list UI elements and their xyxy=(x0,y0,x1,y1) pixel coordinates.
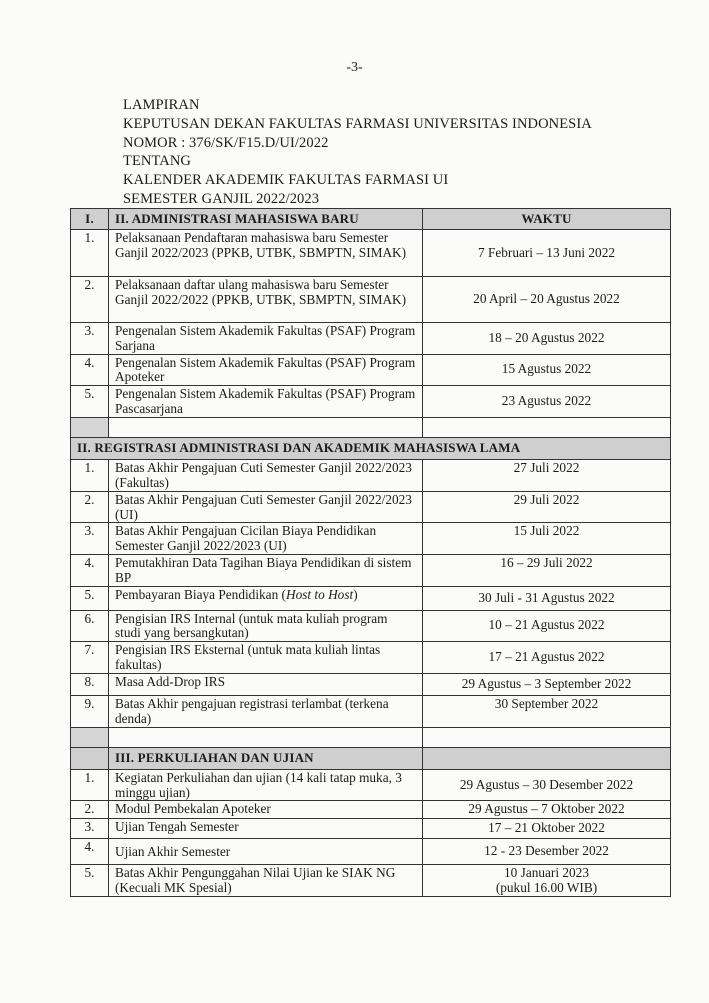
date-cell: 18 – 20 Agustus 2022 xyxy=(423,323,671,355)
date-cell: 29 Agustus – 30 Desember 2022 xyxy=(423,769,671,801)
row-number: 4. xyxy=(71,354,109,386)
activity-cell: Ujian Tengah Semester xyxy=(109,819,423,839)
activity-cell: Pelaksanaan Pendaftaran mahasiswa baru Semester Ganjil 2022/2023 (PPKB, UTBK, SBMPTN, SIMAK) xyxy=(109,230,423,277)
activity-cell: Pengenalan Sistem Akademik Fakultas (PSAF) Program Apoteker xyxy=(109,354,423,386)
table-row xyxy=(71,769,671,801)
header-line-tentang: TENTANG xyxy=(123,153,191,170)
date-cell: 23 Agustus 2022 xyxy=(423,386,671,418)
row-number: 6. xyxy=(71,610,109,642)
page-number: -3- xyxy=(346,60,363,75)
row-number: 3. xyxy=(71,819,109,839)
row-number: 3. xyxy=(71,523,109,555)
table-row xyxy=(71,354,671,386)
date-cell: 7 Februari – 13 Juni 2022 xyxy=(423,230,671,277)
date-cell xyxy=(423,865,671,897)
section-title-admin-new-students: II. ADMINISTRASI MAHASISWA BARU xyxy=(109,209,423,230)
activity-cell: Pengenalan Sistem Akademik Fakultas (PSAF) Program Pascasarjana xyxy=(109,386,423,418)
activity-text: Pembayaran Biaya Pendidikan ( xyxy=(115,586,286,602)
section-number-cell xyxy=(71,747,109,769)
date-cell: 30 Juli - 31 Agustus 2022 xyxy=(423,586,671,610)
row-number: 4. xyxy=(71,554,109,586)
date-line: (pukul 16.00 WIB) xyxy=(495,879,598,895)
activity-cell: Batas Akhir Pengunggahan Nilai Ujian ke SIAK NG (Kecuali MK Spesial) xyxy=(109,865,423,897)
date-cell: 17 – 21 Oktober 2022 xyxy=(423,819,671,839)
table-row xyxy=(71,386,671,418)
activity-italic-text: Host to Host xyxy=(285,586,354,602)
table-row xyxy=(71,642,671,674)
row-number: 2. xyxy=(71,491,109,523)
row-number: 7. xyxy=(71,642,109,674)
table-row xyxy=(71,523,671,555)
spacer-row xyxy=(71,727,671,747)
table-row xyxy=(71,801,671,819)
header-line-semester: SEMESTER GANJIL 2022/2023 xyxy=(123,190,320,207)
spacer-cell xyxy=(109,418,423,438)
section-header-row xyxy=(71,438,671,460)
activity-cell: Batas Akhir Pengajuan Cicilan Biaya Pendidikan Semester Ganjil 2022/2023 (UI) xyxy=(109,523,423,555)
row-number: 1. xyxy=(71,769,109,801)
header-line-nomor: NOMOR : 376/SK/F15.D/UI/2022 xyxy=(123,134,329,151)
date-cell: 29 Agustus – 3 September 2022 xyxy=(423,674,671,696)
date-cell: 27 Juli 2022 xyxy=(423,460,671,492)
section-header-row xyxy=(71,747,671,769)
spacer-cell xyxy=(423,418,671,438)
table-row xyxy=(71,554,671,586)
section-title-lectures-exams: III. PERKULIAHAN DAN UJIAN xyxy=(109,747,423,769)
table-row xyxy=(71,819,671,839)
date-cell: 12 - 23 Desember 2022 xyxy=(423,839,671,865)
spacer-cell xyxy=(71,727,109,747)
row-number: 8. xyxy=(71,674,109,696)
row-number: 5. xyxy=(71,586,109,610)
activity-cell: Kegiatan Perkuliahan dan ujian (14 kali tatap muka, 3 minggu ujian) xyxy=(109,769,423,801)
spacer-cell xyxy=(71,418,109,438)
date-cell: 15 Agustus 2022 xyxy=(423,354,671,386)
row-number: 3. xyxy=(71,323,109,355)
academic-calendar-table xyxy=(70,208,671,897)
table-row xyxy=(71,696,671,728)
row-number: 2. xyxy=(71,801,109,819)
row-number: 1. xyxy=(71,460,109,492)
spacer-cell xyxy=(109,727,423,747)
activity-cell: Pemutakhiran Data Tagihan Biaya Pendidikan di sistem BP xyxy=(109,554,423,586)
row-number: 5. xyxy=(71,865,109,897)
activity-cell: Pengisian IRS Internal (untuk mata kuliah program studi yang bersangkutan) xyxy=(109,610,423,642)
date-cell: 10 – 21 Agustus 2022 xyxy=(423,610,671,642)
date-cell: 16 – 29 Juli 2022 xyxy=(423,554,671,586)
row-number: 9. xyxy=(71,696,109,728)
row-number: 2. xyxy=(71,277,109,323)
row-number: 1. xyxy=(71,230,109,277)
table-row xyxy=(71,839,671,865)
header-waktu: WAKTU xyxy=(423,209,671,230)
activity-cell: Ujian Akhir Semester xyxy=(109,839,423,865)
table-row xyxy=(71,491,671,523)
table-row xyxy=(71,674,671,696)
activity-cell: Batas Akhir pengajuan registrasi terlambat (terkena denda) xyxy=(109,696,423,728)
activity-cell: Masa Add-Drop IRS xyxy=(109,674,423,696)
section-title-registration: II. REGISTRASI ADMINISTRASI DAN AKADEMIK MAHASISWA LAMA xyxy=(71,438,671,460)
table-row xyxy=(71,610,671,642)
document-header xyxy=(123,96,683,209)
table-row xyxy=(71,865,671,897)
activity-cell: Pengisian IRS Eksternal (untuk mata kuliah lintas fakultas) xyxy=(109,642,423,674)
header-line-keputusan: KEPUTUSAN DEKAN FAKULTAS FARMASI UNIVERSITAS INDONESIA xyxy=(123,115,592,132)
header-roman-numeral: I. xyxy=(71,209,109,230)
spacer-cell xyxy=(423,727,671,747)
header-line-kalender: KALENDER AKADEMIK FAKULTAS FARMASI UI xyxy=(123,172,449,189)
date-cell: 17 – 21 Agustus 2022 xyxy=(423,642,671,674)
date-cell: 20 April – 20 Agustus 2022 xyxy=(423,277,671,323)
spacer-row xyxy=(71,418,671,438)
row-number: 4. xyxy=(71,839,109,865)
table-header-row xyxy=(71,209,671,230)
table-row xyxy=(71,230,671,277)
date-cell: 29 Juli 2022 xyxy=(423,491,671,523)
activity-cell: Batas Akhir Pengajuan Cuti Semester Ganjil 2022/2023 (Fakultas) xyxy=(109,460,423,492)
table-row xyxy=(71,277,671,323)
date-line: 10 Januari 2023 xyxy=(504,865,589,881)
date-cell: 15 Juli 2022 xyxy=(423,523,671,555)
date-cell: 29 Agustus – 7 Oktober 2022 xyxy=(423,801,671,819)
header-line-lampiran: LAMPIRAN xyxy=(123,97,200,113)
activity-cell: Pelaksanaan daftar ulang mahasiswa baru Semester Ganjil 2022/2022 (PPKB, UTBK, SBMPTN, SIMAK) xyxy=(109,277,423,323)
activity-cell xyxy=(109,586,423,610)
activity-text: ) xyxy=(353,586,358,602)
table-row xyxy=(71,323,671,355)
date-cell: 30 September 2022 xyxy=(423,696,671,728)
table-row xyxy=(71,460,671,492)
table-row xyxy=(71,586,671,610)
activity-cell: Pengenalan Sistem Akademik Fakultas (PSAF) Program Sarjana xyxy=(109,323,423,355)
activity-cell: Modul Pembekalan Apoteker xyxy=(109,801,423,819)
section-empty-cell xyxy=(423,747,671,769)
row-number: 5. xyxy=(71,386,109,418)
activity-cell: Batas Akhir Pengajuan Cuti Semester Ganjil 2022/2023 (UI) xyxy=(109,491,423,523)
